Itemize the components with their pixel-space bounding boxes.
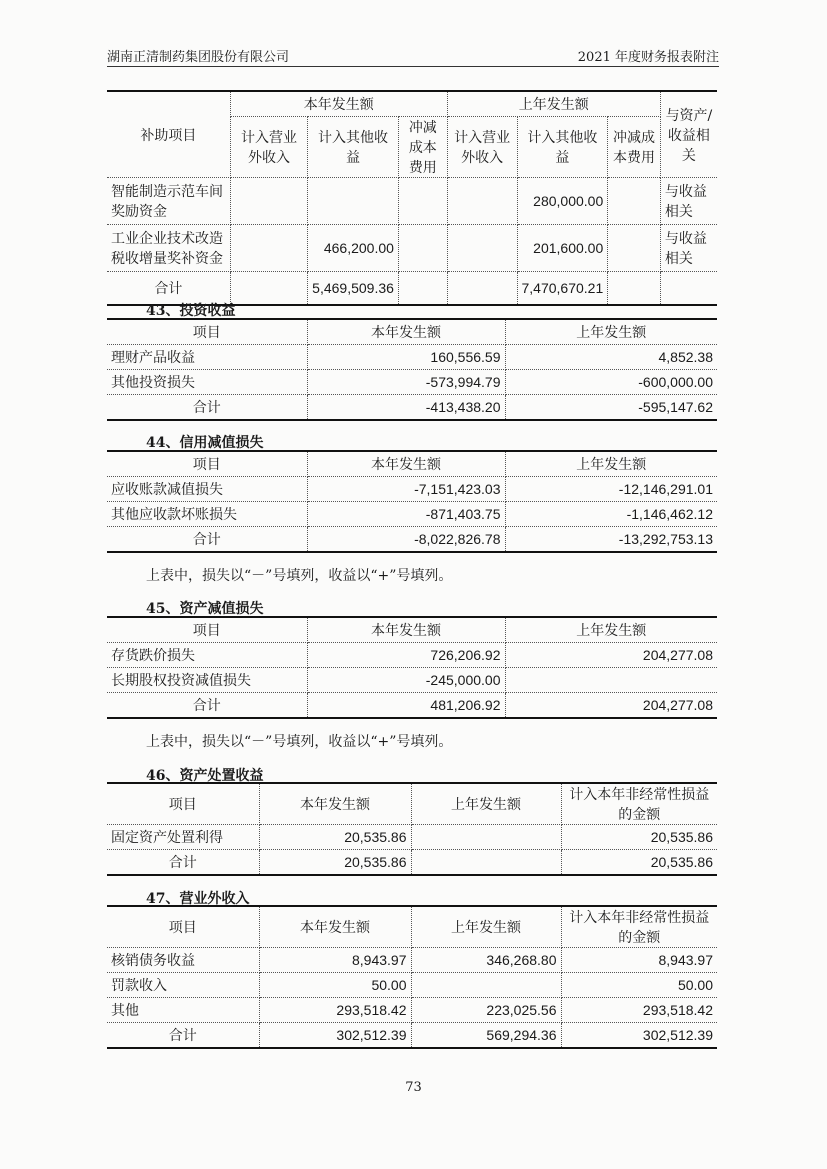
header-nonrecurring: 计入本年非经常性损益的金额 [561, 783, 717, 825]
cell [398, 225, 447, 272]
subheader: 计入其他收益 [517, 117, 608, 178]
table-note: 上表中，损失以“－”号填列，收益以“+”号填列。 [146, 734, 453, 750]
header-item: 项目 [107, 451, 307, 477]
header-current-year: 本年发生额 [259, 783, 411, 825]
cell: 20,535.86 [259, 850, 411, 876]
header-item: 项目 [107, 617, 307, 643]
cell: 302,512.39 [259, 1023, 411, 1049]
row-label-total: 合计 [107, 527, 307, 553]
company-name: 湖南正清制药集团股份有限公司 [107, 50, 290, 65]
cell [230, 225, 307, 272]
header-nonrecurring: 计入本年非经常性损益的金额 [561, 906, 717, 948]
cell: 293,518.42 [259, 998, 411, 1023]
header-previous-year: 上年发生额 [505, 617, 717, 643]
header-current-year: 本年发生额 [307, 617, 505, 643]
cell: -8,022,826.78 [307, 527, 505, 553]
header-current-year: 本年发生额 [307, 319, 505, 345]
section-title-43: 43、投资收益 [146, 303, 236, 319]
cell: 8,943.97 [561, 948, 717, 973]
cell: 5,469,509.36 [308, 272, 399, 306]
cell [608, 225, 661, 272]
header-item: 项目 [107, 906, 259, 948]
investment-income-table [107, 318, 717, 421]
row-label: 罚款收入 [107, 973, 259, 998]
cell: -13,292,753.13 [505, 527, 717, 553]
row-label-total: 合计 [107, 850, 259, 876]
cell [411, 825, 561, 850]
cell: 7,470,670.21 [517, 272, 608, 306]
row-label: 工业企业技术改造税收增量奖补资金 [107, 225, 230, 272]
row-label: 长期股权投资减值损失 [107, 668, 307, 693]
cell: 302,512.39 [561, 1023, 717, 1049]
asset-impairment-table [107, 616, 717, 719]
header-previous-year: 上年发生额 [447, 91, 660, 117]
cell: 20,535.86 [561, 850, 717, 876]
row-label: 应收账款减值损失 [107, 477, 307, 502]
cell: -12,146,291.01 [505, 477, 717, 502]
section-title-45: 45、资产减值损失 [146, 601, 264, 617]
cell: -595,147.62 [505, 395, 717, 421]
cell: -1,146,462.12 [505, 502, 717, 527]
row-label-total: 合计 [107, 1023, 259, 1049]
cell [398, 272, 447, 306]
subheader: 计入营业外收入 [447, 117, 517, 178]
header-relation: 与资产/收益相关 [660, 91, 717, 178]
row-label: 其他应收款坏账损失 [107, 502, 307, 527]
cell [608, 272, 661, 306]
header-previous-year: 上年发生额 [505, 319, 717, 345]
cell: 50.00 [561, 973, 717, 998]
subheader: 计入营业外收入 [230, 117, 307, 178]
row-label: 其他 [107, 998, 259, 1023]
header-divider [107, 66, 719, 67]
cell: 160,556.59 [307, 345, 505, 370]
header-previous-year: 上年发生额 [411, 906, 561, 948]
row-label: 固定资产处置利得 [107, 825, 259, 850]
subheader: 冲减成本费用 [398, 117, 447, 178]
cell: -413,438.20 [307, 395, 505, 421]
cell: -7,151,423.03 [307, 477, 505, 502]
header-previous-year: 上年发生额 [505, 451, 717, 477]
header-item: 项目 [107, 319, 307, 345]
non-operating-income-table [107, 905, 717, 1049]
credit-impairment-table [107, 450, 717, 553]
cell: 20,535.86 [561, 825, 717, 850]
cell: 8,943.97 [259, 948, 411, 973]
cell: 50.00 [259, 973, 411, 998]
cell [660, 272, 717, 306]
row-label: 存货跌价损失 [107, 643, 307, 668]
cell: 466,200.00 [308, 225, 399, 272]
cell [411, 850, 561, 876]
cell: 4,852.38 [505, 345, 717, 370]
cell: 223,025.56 [411, 998, 561, 1023]
cell: -871,403.75 [307, 502, 505, 527]
cell [308, 178, 399, 225]
table-note: 上表中，损失以“－”号填列，收益以“+”号填列。 [146, 568, 453, 584]
cell: 与收益相关 [660, 178, 717, 225]
cell: 293,518.42 [561, 998, 717, 1023]
cell [608, 178, 661, 225]
section-title-46: 46、资产处置收益 [146, 768, 264, 784]
cell: 204,277.08 [505, 643, 717, 668]
row-label-total: 合计 [107, 395, 307, 421]
cell: -600,000.00 [505, 370, 717, 395]
row-label-total: 合计 [107, 272, 230, 306]
row-label: 其他投资损失 [107, 370, 307, 395]
cell [447, 225, 517, 272]
cell: 204,277.08 [505, 693, 717, 719]
cell: 726,206.92 [307, 643, 505, 668]
cell [230, 272, 307, 306]
cell: 20,535.86 [259, 825, 411, 850]
cell [398, 178, 447, 225]
header-item: 补助项目 [107, 91, 230, 178]
cell: 346,268.80 [411, 948, 561, 973]
row-label: 理财产品收益 [107, 345, 307, 370]
subheader: 冲减成本费用 [608, 117, 661, 178]
document-title: 2021 年度财务报表附注 [577, 50, 719, 65]
section-title-47: 47、营业外收入 [146, 891, 250, 907]
cell: 481,206.92 [307, 693, 505, 719]
row-label: 智能制造示范车间奖励资金 [107, 178, 230, 225]
section-title-44: 44、信用减值损失 [146, 435, 264, 451]
cell [505, 668, 717, 693]
row-label-total: 合计 [107, 693, 307, 719]
cell [230, 178, 307, 225]
page-number: 73 [405, 1080, 422, 1095]
header-current-year: 本年发生额 [230, 91, 447, 117]
subheader: 计入其他收益 [308, 117, 399, 178]
asset-disposal-table [107, 782, 717, 876]
cell: -573,994.79 [307, 370, 505, 395]
cell [447, 178, 517, 225]
cell: 280,000.00 [517, 178, 608, 225]
cell: 与收益相关 [660, 225, 717, 272]
header-current-year: 本年发生额 [259, 906, 411, 948]
cell [447, 272, 517, 306]
header-previous-year: 上年发生额 [411, 783, 561, 825]
cell: -245,000.00 [307, 668, 505, 693]
cell [411, 973, 561, 998]
header-current-year: 本年发生额 [307, 451, 505, 477]
cell: 569,294.36 [411, 1023, 561, 1049]
row-label: 核销债务收益 [107, 948, 259, 973]
cell: 201,600.00 [517, 225, 608, 272]
header-item: 项目 [107, 783, 259, 825]
subsidy-table [107, 90, 717, 306]
